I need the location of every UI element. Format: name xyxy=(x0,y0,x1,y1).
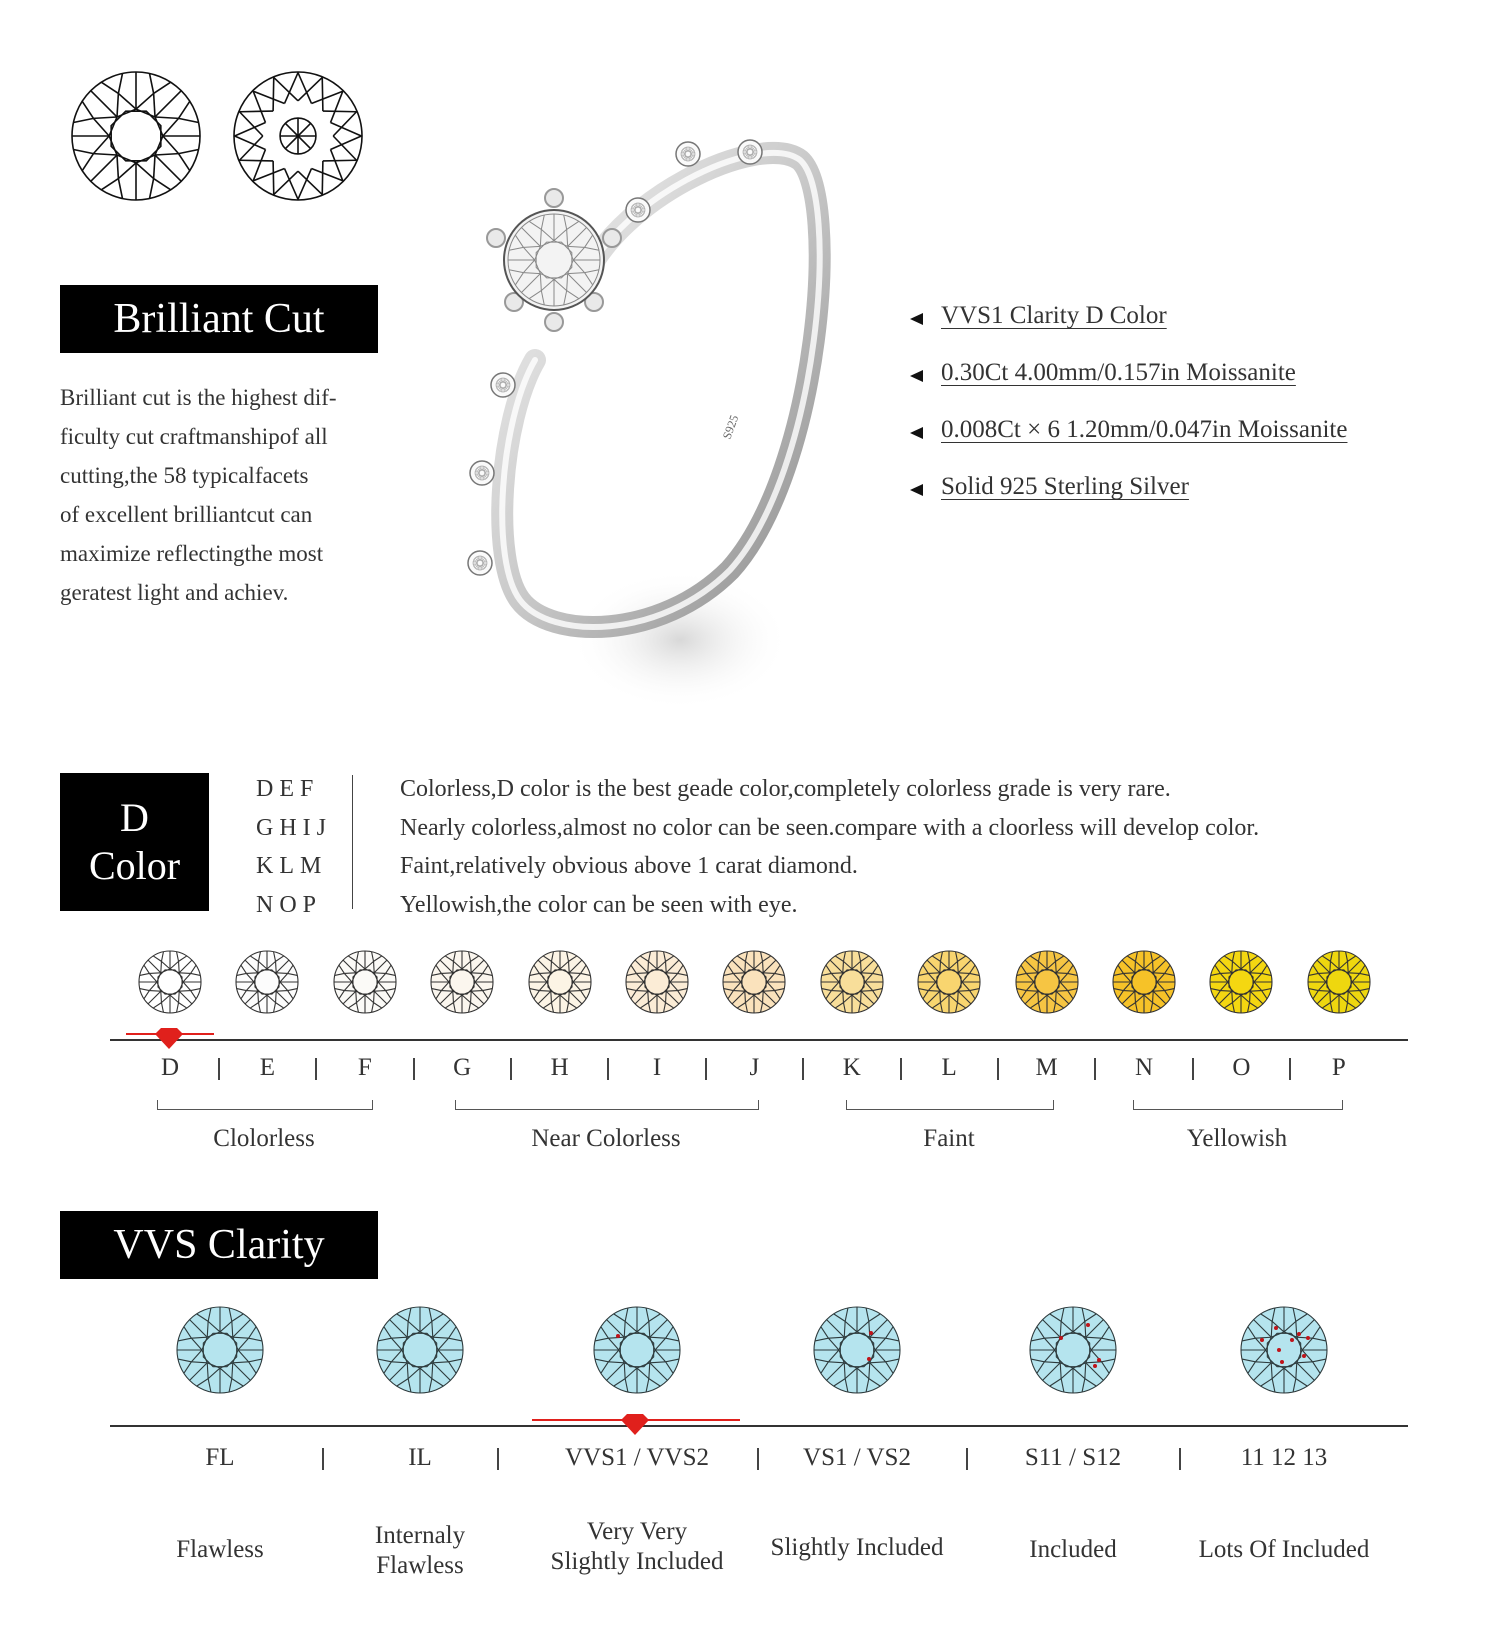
color-scale-separator xyxy=(802,1058,804,1080)
color-description: Yellowish,the color can be seen with eye. xyxy=(400,891,798,918)
group-bracket xyxy=(157,1100,373,1110)
color-group-label: Near Colorless xyxy=(531,1125,681,1152)
feature-text: Solid 925 Sterling Silver xyxy=(941,473,1189,500)
color-scale-separator xyxy=(1094,1058,1096,1080)
color-group-label: Faint xyxy=(923,1125,975,1152)
clarity-gem-icon xyxy=(1027,1304,1119,1396)
color-scale-letter: L xyxy=(941,1054,957,1081)
color-gem-icon xyxy=(720,948,788,1016)
clarity-gem-icon xyxy=(591,1304,683,1396)
clarity-description: Lots Of Included xyxy=(1198,1536,1370,1563)
clarity-grade: VVS1 / VVS2 xyxy=(564,1444,710,1471)
color-group-label: Yellowish xyxy=(1186,1125,1288,1152)
color-scale-letter: I xyxy=(652,1054,662,1081)
feature-item xyxy=(910,416,1347,473)
clarity-gem-icon xyxy=(174,1304,266,1396)
color-scale-letter: D xyxy=(160,1054,180,1081)
color-grade: NOP xyxy=(256,891,323,918)
vvs-clarity-title: VVS Clarity xyxy=(60,1211,378,1279)
group-bracket xyxy=(1133,1100,1343,1110)
clarity-description: Included xyxy=(1029,1536,1117,1563)
color-scale-letter: O xyxy=(1232,1054,1251,1081)
feature-text: 0.30Ct 4.00mm/0.157in Moissanite xyxy=(941,359,1296,386)
clarity-grade: 11 12 13 xyxy=(1240,1444,1328,1471)
color-scale-letter: J xyxy=(749,1054,760,1081)
color-gem-icon xyxy=(1207,948,1275,1016)
color-gem-icon xyxy=(1110,948,1178,1016)
color-scale-letter: F xyxy=(357,1054,372,1081)
color-scale-letter: M xyxy=(1035,1054,1058,1081)
clarity-grade: IL xyxy=(408,1444,432,1471)
clarity-separator xyxy=(966,1448,968,1470)
triangle-bullet-icon xyxy=(910,313,923,325)
color-scale-separator xyxy=(218,1058,220,1080)
brilliant-cut-bottom-view-icon xyxy=(230,68,366,204)
triangle-bullet-icon xyxy=(910,370,923,382)
clarity-grade: S11 / S12 xyxy=(1024,1444,1122,1471)
color-scale-separator xyxy=(607,1058,609,1080)
feature-item xyxy=(910,302,1347,359)
clarity-separator xyxy=(1179,1448,1181,1470)
d-color-badge xyxy=(60,773,209,911)
clarity-description: Very Very Slightly Included xyxy=(550,1518,724,1575)
clarity-separator xyxy=(497,1448,499,1470)
ring-product-image xyxy=(460,120,860,740)
color-gem-icon xyxy=(428,948,496,1016)
clarity-gem-icon xyxy=(374,1304,466,1396)
color-gem-icon xyxy=(526,948,594,1016)
brilliant-cut-top-view-icon xyxy=(68,68,204,204)
color-description: Nearly colorless,almost no color can be seen.compare with a cloorless will develop color. xyxy=(400,814,1260,841)
color-gem-icon xyxy=(623,948,691,1016)
feature-item xyxy=(910,359,1347,416)
color-gem-icon xyxy=(136,948,204,1016)
feature-text: VVS1 Clarity D Color xyxy=(941,302,1167,329)
color-description-list xyxy=(400,770,1259,924)
color-scale-letter: E xyxy=(259,1054,276,1081)
color-scale-letter: K xyxy=(842,1054,861,1081)
ring-stamp-text: S925 xyxy=(719,413,742,442)
color-group-label: Clolorless xyxy=(213,1125,315,1152)
color-gem-icon xyxy=(233,948,301,1016)
group-bracket xyxy=(846,1100,1054,1110)
clarity-gem-icon xyxy=(1238,1304,1330,1396)
d-color-badge-word: Color xyxy=(88,843,181,888)
clarity-grade: VS1 / VS2 xyxy=(803,1444,911,1471)
clarity-description: Slightly Included xyxy=(770,1534,944,1561)
color-grade-list xyxy=(256,770,332,924)
brilliant-cut-description: Brilliant cut is the highest dif- ficulty cut craftmanshipof all cutting,the 58 typicalfacets of excellent brilliantcut can maximize reflectingthe most geratest light and achiev. xyxy=(60,385,337,605)
group-bracket xyxy=(455,1100,759,1110)
triangle-bullet-icon xyxy=(910,427,923,439)
feature-text: 0.008Ct × 6 1.20mm/0.047in Moissanite xyxy=(941,416,1348,443)
color-scale-separator xyxy=(1289,1058,1291,1080)
clarity-gem-icon xyxy=(811,1304,903,1396)
color-grade: DEF xyxy=(256,776,320,802)
color-scale-letter: G xyxy=(453,1054,472,1081)
brilliant-cut-title: Brilliant Cut xyxy=(60,285,378,353)
feature-list xyxy=(910,302,1347,530)
color-grade: GHIJ xyxy=(256,814,332,841)
color-scale-separator xyxy=(900,1058,902,1080)
triangle-bullet-icon xyxy=(910,484,923,496)
selected-marker-icon xyxy=(153,1027,185,1051)
color-gem-icon xyxy=(1013,948,1081,1016)
selected-marker-icon xyxy=(619,1413,651,1437)
clarity-separator xyxy=(322,1448,324,1470)
color-scale-letter: N xyxy=(1134,1054,1154,1081)
color-scale-letter: H xyxy=(550,1054,569,1081)
clarity-separator xyxy=(757,1448,759,1470)
color-gem-icon xyxy=(915,948,983,1016)
d-color-badge-letter: D xyxy=(120,795,149,840)
clarity-description: Flawless xyxy=(176,1536,264,1563)
color-scale-separator xyxy=(705,1058,707,1080)
color-scale-separator xyxy=(315,1058,317,1080)
color-divider xyxy=(352,775,353,909)
color-gem-icon xyxy=(331,948,399,1016)
clarity-grade: FL xyxy=(205,1444,235,1471)
color-gem-icon xyxy=(818,948,886,1016)
color-description: Faint,relatively obvious above 1 carat diamond. xyxy=(400,853,858,879)
color-scale-line xyxy=(110,1039,1408,1041)
color-grade: KLM xyxy=(256,853,328,879)
color-scale-separator xyxy=(1192,1058,1194,1080)
clarity-description: Internaly Flawless xyxy=(374,1522,466,1579)
feature-item xyxy=(910,473,1347,530)
clarity-scale-line xyxy=(110,1425,1408,1427)
color-gem-icon xyxy=(1305,948,1373,1016)
color-description: Colorless,D color is the best geade color,completely colorless grade is very rare. xyxy=(400,776,1171,802)
color-scale-separator xyxy=(413,1058,415,1080)
color-scale-separator xyxy=(997,1058,999,1080)
color-scale-letter: P xyxy=(1331,1054,1346,1081)
color-scale-separator xyxy=(510,1058,512,1080)
